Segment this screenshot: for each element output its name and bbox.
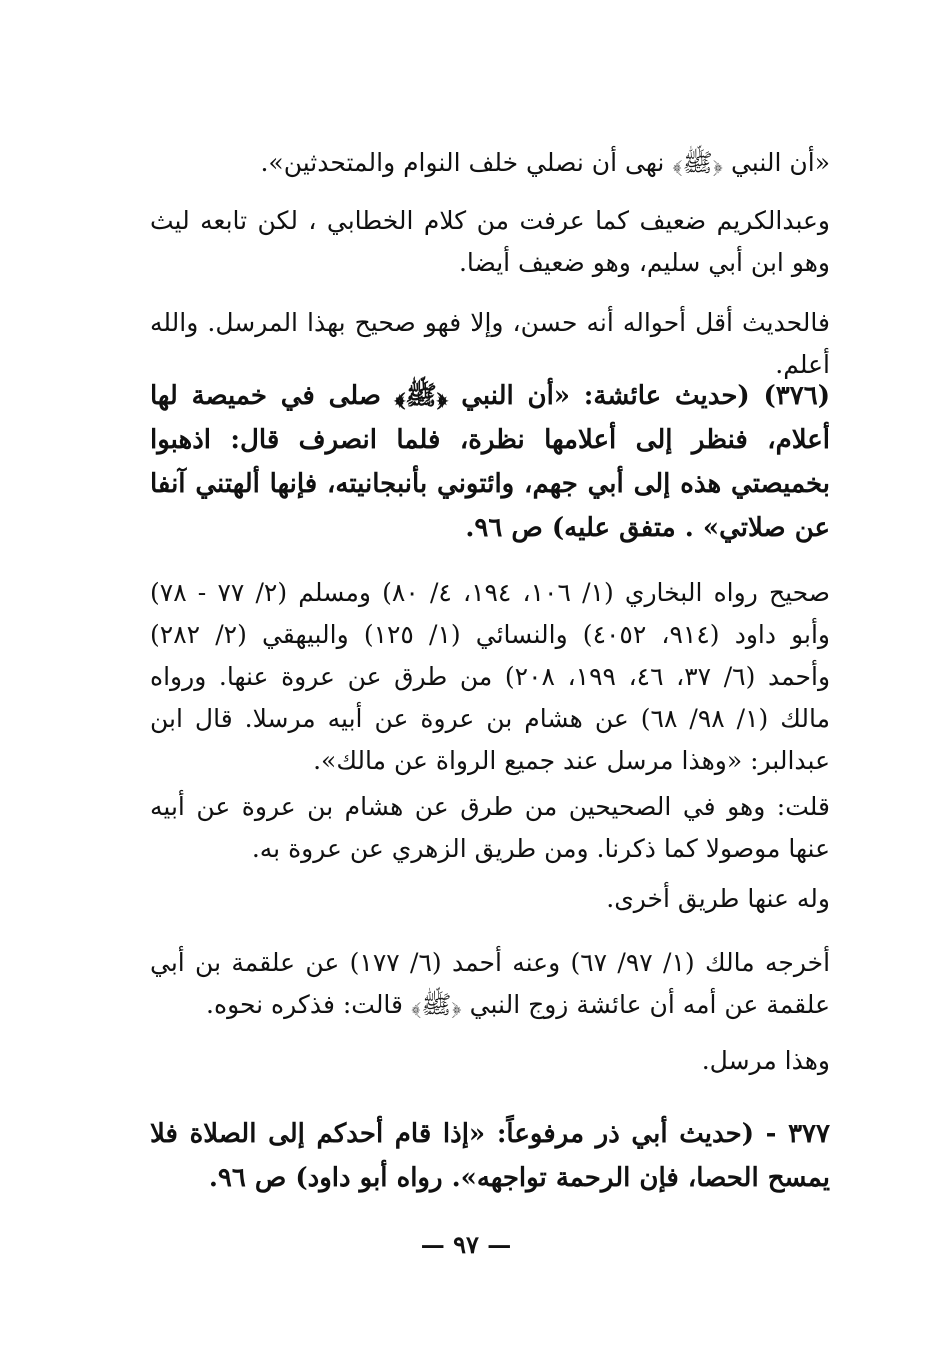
- hadith-377-heading: ٣٧٧ - (حديث أبي ذر مرفوعاً: «إذا قام أحدكم إلى الصلاة فلا يمسح الحصا، فإن الرحمة تواجهه». رواه أبو داود) ص ٩٦.: [150, 1119, 830, 1193]
- commentary-paragraph-mursal: وهذا مرسل.: [701, 1046, 830, 1075]
- commentary-paragraph-conclusion: فالحديث أقل أحواله أنه حسن، وإلا فهو صحيح بهذا المرسل. والله أعلم.: [150, 308, 830, 379]
- hadith-376-heading: (٣٧٦) (حديث عائشة: «أن النبي ﴿ﷺ﴾ صلى في خميصة لها أعلام، فنظر إلى أعلامها نظرة، فلما انصرف قال: اذهبوا بخميصتي هذه إلى أبي جهم، وائتوني بأنبجانيته، فإنها ألهتني آنفا عن صلاتي» . متفق عليه) ص ٩٦.: [150, 381, 830, 543]
- takhrij-paragraph-malik: أخرجه مالك (١/ ٩٧/ ٦٧) وعنه أحمد (٦/ ١٧٧) عن علقمة بن أبي علقمة عن أمه أن عائشة زوج النبي ﴿ﷺ﴾ قالت: فذكره نحوه.: [150, 948, 831, 1019]
- page-number: — ٩٧ —: [420, 1230, 512, 1259]
- hadith-quote-continuation: «أن النبي ﴿ﷺ﴾ نهى أن نصلي خلف النوام والمتحدثين».: [260, 148, 830, 177]
- takhrij-paragraph-376: صحيح رواه البخاري (١/ ١٠٦، ١٩٤، ٤/ ٨٠) ومسلم (٢/ ٧٧ - ٧٨) وأبو داود (٩١٤، ٤٠٥٢) والنسائي (١/ ١٢٥) والبيهقي (٢/ ٢٨٢) وأحمد (٦/ ٣٧، ٤٦، ١٩٩، ٢٠٨) من طرق عن عروة عنها. ورواه مالك (١/ ٩٨/ ٦٨) عن هشام بن عروة عن أبيه مرسلا. قال ابن عبدالبر: «وهذا مرسل عند جميع الرواة عن مالك».: [150, 578, 831, 775]
- commentary-paragraph-abdulkarim: وعبدالكريم ضعيف كما عرفت من كلام الخطابي ، لكن تابعه ليث وهو ابن أبي سليم، وهو ضعيف أيضا.: [150, 206, 830, 277]
- commentary-paragraph-another-route: وله عنها طريق أخرى.: [606, 884, 830, 913]
- commentary-paragraph-qultu: قلت: وهو في الصحيحين من طرق عن هشام بن عروة عن أبيه عنها موصولا كما ذكرنا. ومن طريق الزهري عن عروة به.: [150, 792, 830, 863]
